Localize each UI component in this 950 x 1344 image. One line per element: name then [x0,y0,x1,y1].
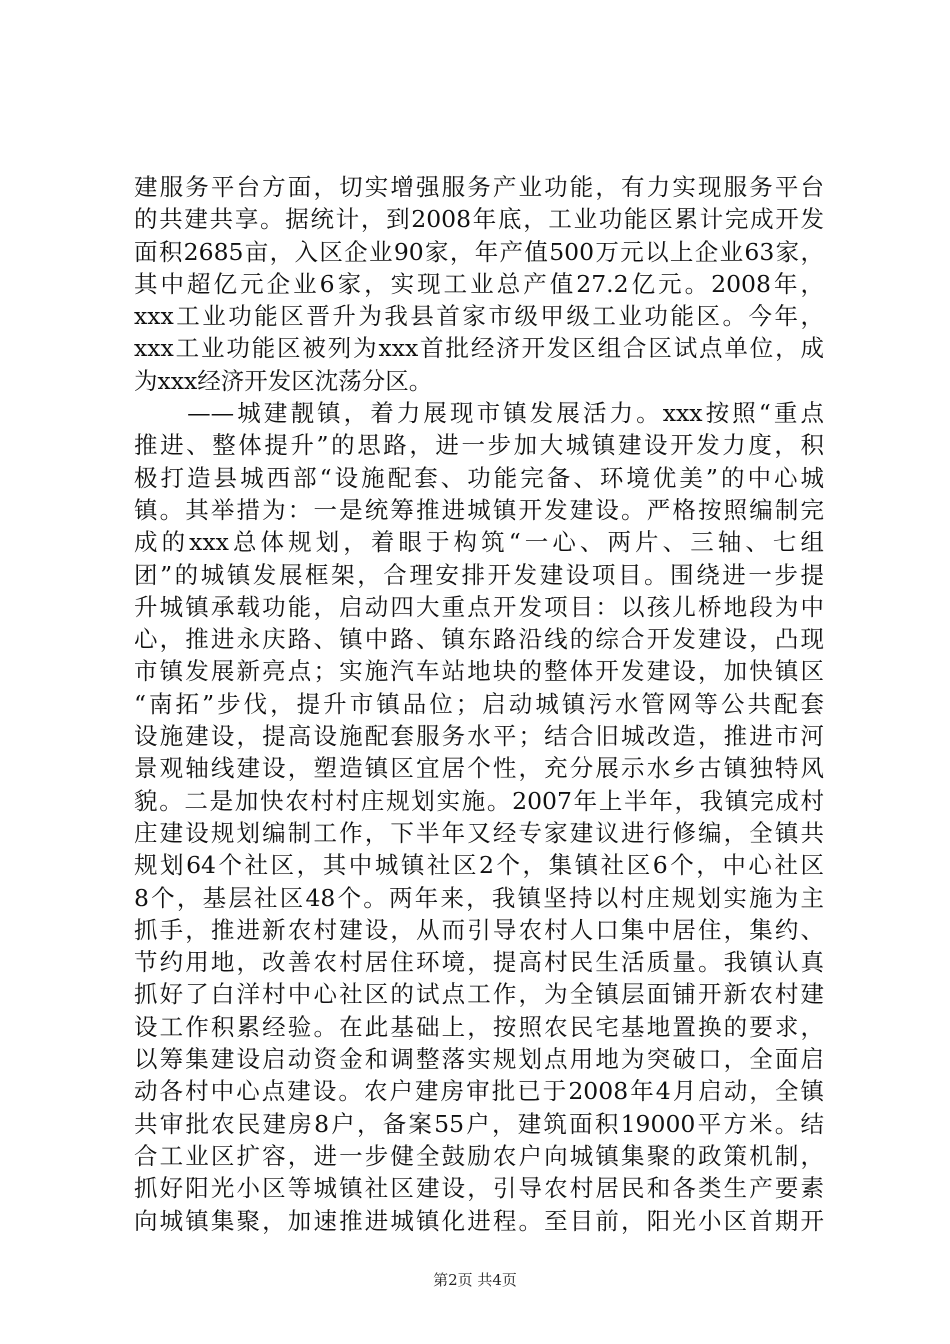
text-line: 合工业区扩容，进一步健全鼓励农户向城镇集聚的政策机制， [134,1141,824,1170]
text-line: 以筹集建设启动资金和调整落实规划点用地为突破口，全面启 [134,1045,824,1074]
text-line: ——城建靓镇，着力展现市镇发展活力。xxx按照“重点 [134,399,824,428]
text-line: 向城镇集聚，加速推进城镇化进程。至目前，阳光小区首期开 [134,1206,824,1235]
page-number-footer: 第2页 共4页 [433,1271,517,1289]
text-line: xxx工业功能区被列为xxx首批经济开发区组合区试点单位，成 [134,334,824,363]
text-line: 推进、整体提升”的思路，进一步加大城镇建设开发力度，积 [134,431,824,460]
text-line: 极打造县城西部“设施配套、功能完备、环境优美”的中心城 [134,463,824,492]
text-line: 市镇发展新亮点；实施汽车站地块的整体开发建设，加快镇区 [134,657,824,686]
text-line: 规划64个社区，其中城镇社区2个，集镇社区6个，中心社区 [134,851,824,880]
text-line: 为xxx经济开发区沈荡分区。 [134,366,433,395]
text-line: 设施建设，提高设施配套服务水平；结合旧城改造，推进市河 [134,722,824,751]
text-line: 共审批农民建房8户，备案55户，建筑面积19000平方米。结 [134,1109,824,1138]
text-line: 抓好了白洋村中心社区的试点工作，为全镇层面铺开新农村建 [134,980,824,1009]
text-line: 景观轴线建设，塑造镇区宜居个性，充分展示水乡古镇独特风 [134,754,824,783]
text-line: 抓手，推进新农村建设，从而引导农村人口集中居住，集约、 [134,915,824,944]
text-line: xxx工业功能区晋升为我县首家市级甲级工业功能区。今年， [134,302,824,331]
text-line: “南拓”步伐，提升市镇品位；启动城镇污水管网等公共配套 [134,689,824,718]
text-line: 设工作积累经验。在此基础上，按照农民宅基地置换的要求， [134,1012,824,1041]
text-line: 动各村中心点建设。农户建房审批已于2008年4月启动，全镇 [134,1077,824,1106]
text-line: 的共建共享。据统计，到2008年底，工业功能区累计完成开发 [134,205,824,234]
text-line: 其中超亿元企业6家，实现工业总产值27.2亿元。2008年， [134,269,824,298]
document-body [134,171,824,1237]
text-line: 升城镇承载功能，启动四大重点开发项目：以孩儿桥地段为中 [134,592,824,621]
text-line: 庄建设规划编制工作，下半年又经专家建议进行修编，全镇共 [134,818,824,847]
text-line: 建服务平台方面，切实增强服务产业功能，有力实现服务平台 [134,173,824,201]
text-line: 面积2685亩，入区企业90家，年产值500万元以上企业63家， [134,237,824,266]
text-line: 节约用地，改善农村居住环境，提高村民生活质量。我镇认真 [134,948,824,977]
text-line: 貌。二是加快农村村庄规划实施。2007年上半年，我镇完成村 [134,786,824,815]
text-line: 8个，基层社区48个。两年来，我镇坚持以村庄规划实施为主 [134,883,824,912]
text-line: 心，推进永庆路、镇中路、镇东路沿线的综合开发建设，凸现 [134,625,824,654]
text-line: 团”的城镇发展框架，合理安排开发建设项目。围绕进一步提 [134,560,824,589]
text-line: 成的xxx总体规划，着眼于构筑“一心、两片、三轴、七组 [134,528,824,557]
text-line: 镇。其举措为：一是统筹推进城镇开发建设。严格按照编制完 [134,495,824,524]
text-line: 抓好阳光小区等城镇社区建设，引导农村居民和各类生产要素 [134,1174,824,1203]
